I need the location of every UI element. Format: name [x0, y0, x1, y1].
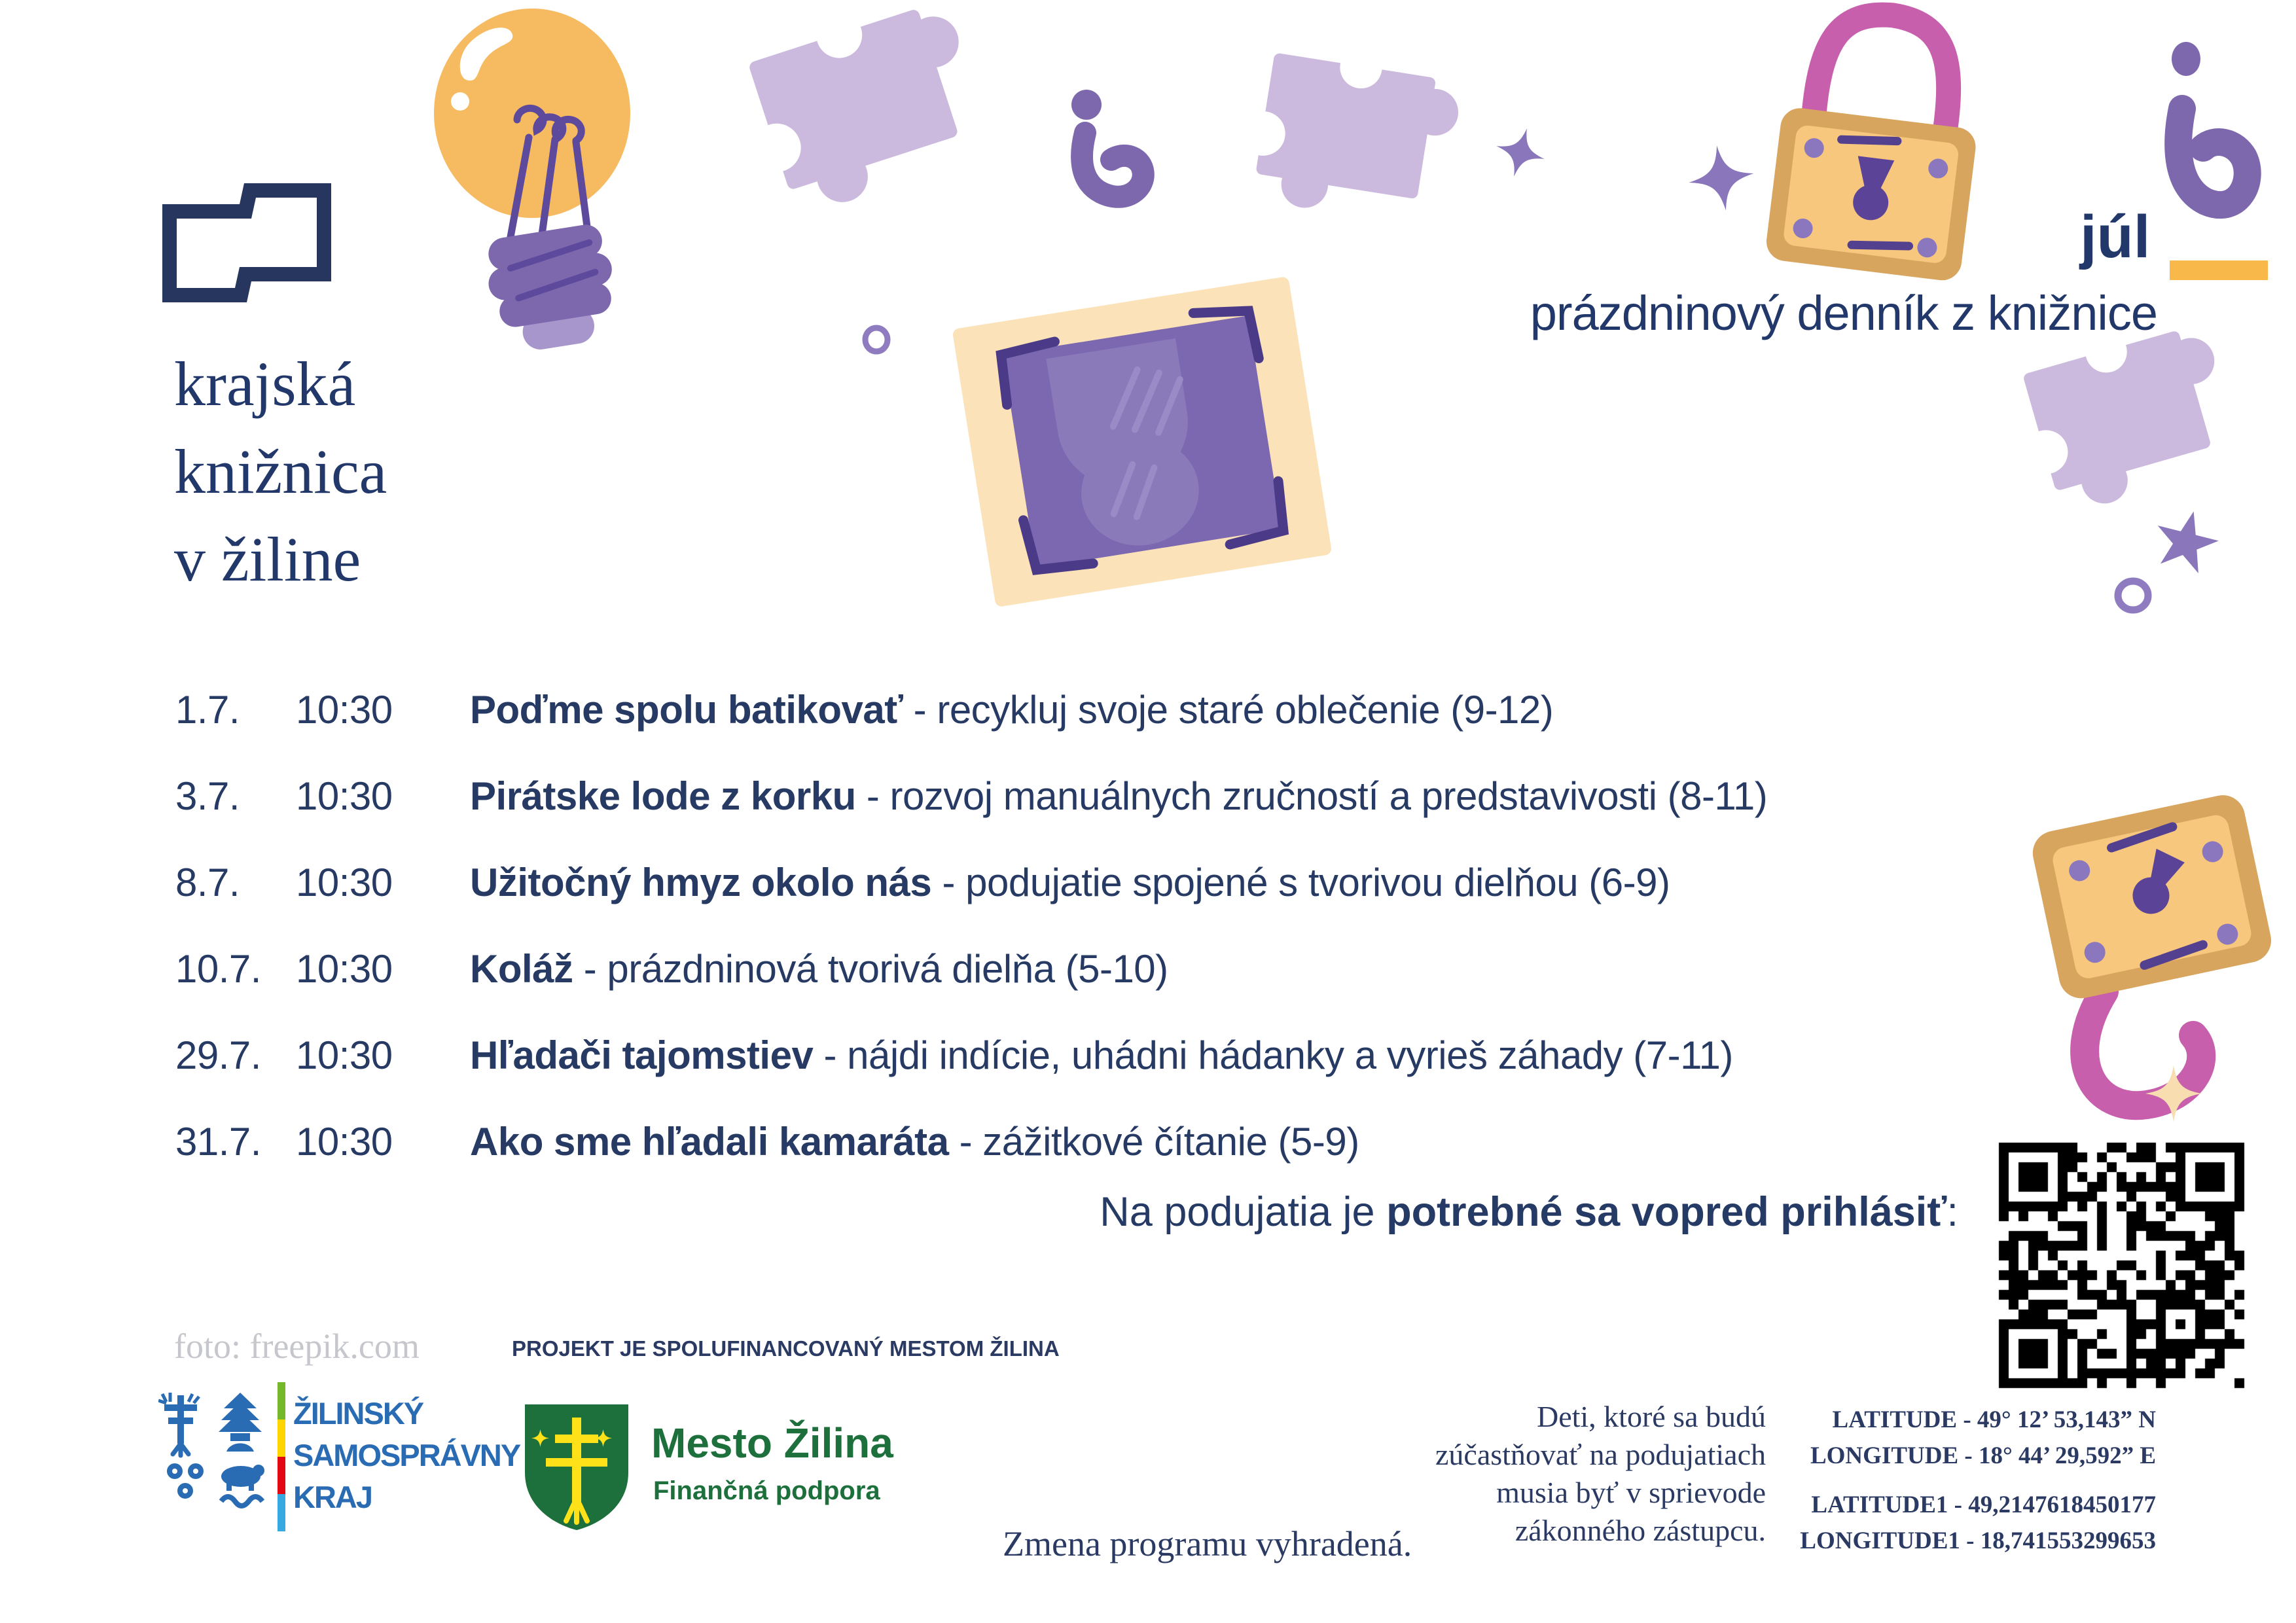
event-time: 10:30	[296, 1120, 393, 1164]
poster-subtitle: prázdninový denník z knižnice	[1530, 286, 2157, 340]
zsk-logo-line: KRAJ	[293, 1480, 372, 1514]
event-date: 31.7.	[175, 1120, 261, 1164]
event-description: - recykluj svoje staré oblečenie (9-12)	[903, 688, 1554, 732]
event-date: 10.7.	[175, 947, 261, 991]
qr-code	[1995, 1139, 2249, 1393]
registration-note	[1100, 1188, 1958, 1236]
zsk-color-bar	[278, 1382, 285, 1531]
library-title-line: krajská	[174, 349, 356, 419]
mesto-zilina-title: Mesto Žilina	[651, 1419, 893, 1467]
event-title: Hľadači tajomstiev	[470, 1033, 814, 1077]
event-row	[175, 946, 2204, 991]
event-title: Užitočný hmyz okolo nás	[470, 861, 932, 904]
event-row	[175, 860, 2204, 905]
event-title: Pirátske lode z korku	[470, 774, 856, 818]
sparkle-star-icon	[1685, 141, 1759, 215]
zsk-logo-line: SAMOSPRÁVNY	[293, 1438, 520, 1472]
event-title: Poďme spolu batikovať	[470, 688, 903, 732]
longitude-decimal: LONGITUDE1 - 18,741553299653	[1800, 1527, 2156, 1554]
event-date: 3.7.	[175, 774, 240, 818]
event-description: - prázdninová tvorivá dielňa (5-10)	[573, 947, 1168, 991]
event-description: - zážitkové čítanie (5-9)	[948, 1120, 1359, 1164]
photo-frame-icon	[933, 272, 1352, 612]
library-book-logo	[162, 174, 331, 312]
program-change-note: Zmena programu vyhradená.	[1003, 1524, 1412, 1563]
zsk-coat-of-arms-icon	[158, 1391, 270, 1519]
event-time: 10:30	[296, 1033, 393, 1077]
longitude-dms: LONGITUDE - 18° 44’ 29,592” E	[1810, 1442, 2156, 1469]
month-label: júl	[2080, 204, 2151, 270]
accompaniment-line: zúčastňovať na podujatiach	[1435, 1438, 1766, 1471]
accompaniment-note	[1435, 1398, 1766, 1550]
accompaniment-line: zákonného zástupcu.	[1515, 1514, 1766, 1547]
latitude-decimal: LATITUDE1 - 49,2147618450177	[1811, 1491, 2156, 1518]
puzzle-piece-icon	[714, 0, 1001, 234]
accompaniment-line: Deti, ktoré sa budú	[1536, 1400, 1766, 1433]
event-time: 10:30	[296, 947, 393, 991]
event-description: - nájdi indície, uhádni hádanky a vyrieš záhady (7-11)	[813, 1033, 1733, 1077]
coordinates-decimal	[1800, 1487, 2156, 1559]
ring-icon	[861, 324, 891, 355]
zsk-logo-line: ŽILINSKÝ	[293, 1396, 423, 1431]
registration-note-prefix: Na podujatia je	[1100, 1189, 1387, 1235]
event-date: 8.7.	[175, 861, 240, 904]
library-title	[174, 340, 387, 603]
padlock-locked-icon	[1751, 0, 2006, 285]
library-title-line: v žiline	[174, 524, 361, 594]
event-description: - podujatie spojené s tvorivou dielňou (6-9)	[931, 861, 1670, 904]
ring-icon	[2113, 576, 2153, 615]
accompaniment-line: musia byť v sprievode	[1496, 1476, 1766, 1509]
event-row	[175, 687, 2204, 732]
puzzle-piece-icon	[1227, 20, 1470, 238]
event-time: 10:30	[296, 688, 393, 732]
wheelchair-icon	[1059, 84, 1157, 234]
event-title: Koláž	[470, 947, 573, 991]
latitude-dms: LATITUDE - 49° 12’ 53,143” N	[1832, 1406, 2156, 1433]
registration-note-bold: potrebné sa vopred prihlásiť	[1386, 1189, 1947, 1235]
coordinates-dms	[1810, 1402, 2156, 1474]
inverted-question-mark-icon	[2152, 31, 2263, 293]
event-date: 29.7.	[175, 1033, 261, 1077]
star-icon	[2146, 502, 2225, 581]
library-title-line: knižnica	[174, 437, 387, 507]
mesto-zilina-subtitle: Finančná podpora	[653, 1476, 880, 1505]
photo-credit: foto: freepik.com	[174, 1327, 420, 1366]
event-date: 1.7.	[175, 688, 240, 732]
event-row	[175, 1119, 2204, 1164]
event-row	[175, 1033, 2204, 1078]
month-underline	[2170, 260, 2268, 280]
cofinance-note: PROJEKT JE SPOLUFINANCOVANÝ MESTOM ŽILINA	[512, 1336, 1060, 1361]
event-time: 10:30	[296, 774, 393, 818]
event-row	[175, 774, 2204, 819]
event-title: Ako sme hľadali kamaráta	[470, 1120, 949, 1164]
sparkle-star-icon	[1490, 122, 1551, 183]
light-bulb-icon	[424, 3, 634, 357]
zsk-logo-text	[293, 1393, 520, 1518]
event-description: - rozvoj manuálnych zručností a predstavivosti (8-11)	[855, 774, 1768, 818]
registration-note-suffix: :	[1946, 1189, 1958, 1235]
event-time: 10:30	[296, 861, 393, 904]
mesto-zilina-shield-icon	[521, 1400, 632, 1531]
